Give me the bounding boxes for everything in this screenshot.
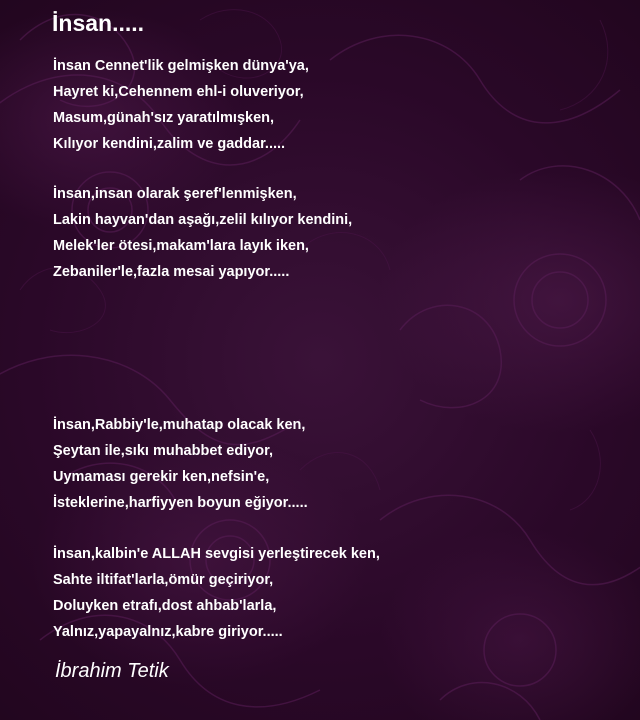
poem-line: Lakin hayvan'dan aşağı,zelil kılıyor kendini, xyxy=(53,212,353,228)
poem-line: Melek'ler ötesi,makam'lara layık iken, xyxy=(53,238,309,254)
poem-line: İnsan Cennet'lik gelmişken dünya'ya, xyxy=(53,58,309,74)
poem-line: İnsan,kalbin'e ALLAH sevgisi yerleştirecek ken, xyxy=(53,546,380,562)
poem-line: Zebaniler'le,fazla mesai yapıyor..... xyxy=(53,264,290,280)
poem-line: Şeytan ile,sıkı muhabbet ediyor, xyxy=(53,443,273,459)
poem-line: Yalnız,yapayalnız,kabre giriyor..... xyxy=(53,624,283,640)
stanza-1 xyxy=(53,53,309,157)
poem-line: Hayret ki,Cehennem ehl-i oluveriyor, xyxy=(53,84,304,100)
poem-author: İbrahim Tetik xyxy=(55,660,169,682)
poem-line: Doluyken etrafı,dost ahbab'larla, xyxy=(53,598,277,614)
poem-title: İnsan..... xyxy=(52,10,145,36)
poem-line: Uymaması gerekir ken,nefsin'e, xyxy=(53,469,270,485)
poem-line: İnsan,Rabbiy'le,muhatap olacak ken, xyxy=(53,417,306,433)
poem-line: İsteklerine,harfiyyen boyun eğiyor..... xyxy=(53,495,308,511)
stanza-2 xyxy=(53,181,352,285)
poem-line: Kılıyor kendini,zalim ve gaddar..... xyxy=(53,136,286,152)
stanza-4 xyxy=(53,541,380,645)
poem-line: Sahte iltifat'larla,ömür geçiriyor, xyxy=(53,572,274,588)
stanza-3 xyxy=(53,412,308,516)
poem-line: İnsan,insan olarak şeref'lenmişken, xyxy=(53,186,297,202)
poem-line: Masum,günah'sız yaratılmışken, xyxy=(53,110,275,126)
